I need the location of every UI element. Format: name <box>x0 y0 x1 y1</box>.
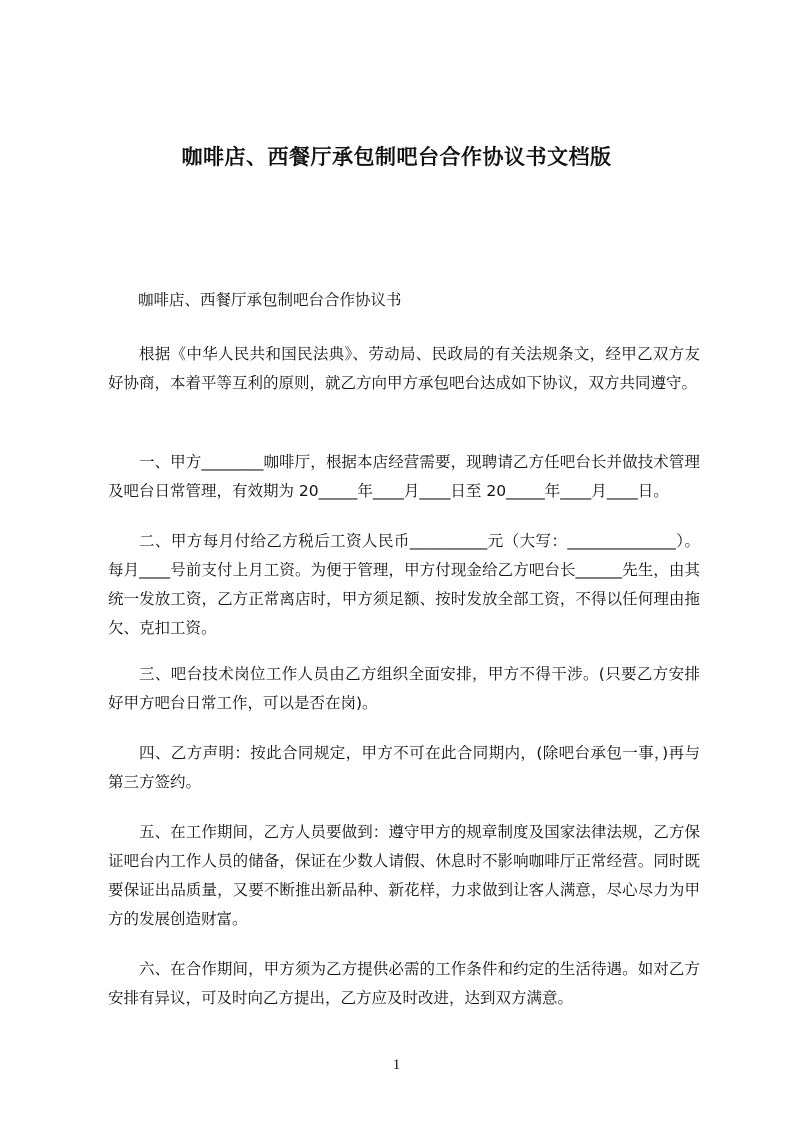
document-subtitle: 咖啡店、西餐厅承包制吧台合作协议书 <box>138 291 402 309</box>
paragraph-clause-4: 四、乙方声明：按此合同规定，甲方不可在此合同期内，(除吧台承包一事，)再与第三方签约。 <box>108 744 700 791</box>
paragraph-clause-6: 六、在合作期间，甲方须为乙方提供必需的工作条件和约定的生活待遇。如对乙方安排有异议，可及时向乙方提出，乙方应及时改进，达到双方满意。 <box>108 960 700 1007</box>
paragraph-clause-1: 一、甲方________咖啡厅，根据本店经营需要，现聘请乙方任吧台长并做技术管理及吧台日常管理，有效期为 20_____年____月____日至 20_____年____月____日。 <box>108 453 700 500</box>
paragraph-preamble: 根据《中华人民共和国民法典》、劳动局、民政局的有关法规条文，经甲乙双方友好协商，本着平等互利的原则，就乙方向甲方承包吧台达成如下协议，双方共同遵守。 <box>108 345 700 392</box>
paragraph-clause-5: 五、在工作期间，乙方人员要做到：遵守甲方的规章制度及国家法律法规，乙方保证吧台内工作人员的储备，保证在少数人请假、休息时不影响咖啡厅正常经营。同时既要保证出品质量，又要不断推出新品种、新花样，力求做到让客人满意，尽心尽力为甲方的发展创造财富。 <box>108 823 700 928</box>
paragraph-clause-3: 三、吧台技术岗位工作人员由乙方组织全面安排，甲方不得干涉。(只要乙方安排好甲方吧台日常工作，可以是否在岗)。 <box>108 665 700 712</box>
paragraph-clause-2: 二、甲方每月付给乙方税后工资人民币__________元（大写：______________）。每月____号前支付上月工资。为便于管理，甲方付现金给乙方吧台长______先生，由其统一发放工资，乙方正常离店时，甲方须足额、按时发放全部工资，不得以任何理由拖欠、克扣工资。 <box>108 532 700 637</box>
document-title: 咖啡店、西餐厅承包制吧台合作协议书文档版 <box>181 145 612 169</box>
page-number: 1 <box>392 1057 401 1073</box>
